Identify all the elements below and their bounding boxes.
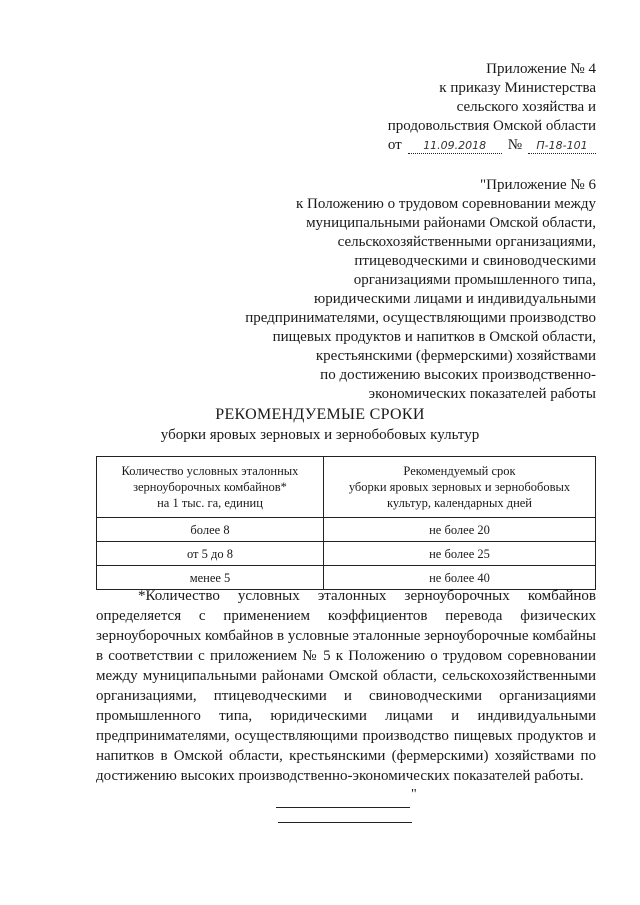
appendix-line: к Положению о трудовом соревновании между [296,196,596,212]
header-line: на 1 тыс. га, единиц [157,496,263,510]
header-line: Рекомендуемый срок [403,464,516,478]
appendix-line: юридическими лицами и индивидуальными [314,291,596,307]
order-ministry-line: сельского хозяйства и [456,99,596,115]
closing-rule [278,822,412,823]
table-cell: не более 40 [324,566,596,590]
closing-quote: " [411,787,417,802]
table-cell: от 5 до 8 [97,542,324,566]
document-subtitle: уборки яровых зерновых и зернобобовых культур [160,427,480,443]
table-row [97,518,596,542]
order-date-handwritten: 11.09.2018 [408,139,502,154]
appendix-line: крестьянскими (фермерскими) хозяйствами [315,348,596,364]
appendix-line: сельскохозяйственными организациями, [337,234,596,250]
header-line: уборки яровых зерновых и зернобобовых [348,480,571,494]
table-cell: более 8 [97,518,324,542]
order-ministry-line: продовольствия Омской области [387,118,596,134]
order-appendix-line: Приложение № 4 [486,61,596,77]
table-row [97,542,596,566]
table-header-cell [97,457,324,518]
appendix-reference-block [245,176,596,404]
order-reference-block [388,60,596,155]
appendix-line: пищевых продуктов и напитков в Омской области, [272,329,596,345]
appendix-line: экономических показателей работы [368,386,596,402]
appendix-line: по достижению высоких производственно- [320,367,596,383]
table-cell: не более 25 [324,542,596,566]
order-date-number-line [388,136,596,155]
order-ministry-line: к приказу Министерства [439,80,596,96]
appendix-line: "Приложение № 6 [480,177,596,193]
table-cell: менее 5 [97,566,324,590]
harvest-terms-table [96,456,596,590]
document-title: РЕКОМЕНДУЕМЫЕ СРОКИ [215,406,425,423]
number-label: № [507,137,522,153]
appendix-line: предпринимателями, осуществляющими производство [245,310,596,326]
table-header-cell [324,457,596,518]
header-line: зерноуборочных комбайнов* [133,480,287,494]
table-cell: не более 20 [324,518,596,542]
closing-rule [276,797,410,808]
header-line: культур, календарных дней [386,496,533,510]
footnote-paragraph: *Количество условных эталонных зерноуборочных комбайнов определяется с применением коэффициентов перевода физических зерноуборочных комбайнов в условные эталонные зерноуборочные комбайны в соответствии с приложением № 5 к Положению о трудовом соревновании между муниципальными районами Омской области, сельскохозяйственными организациями, птицеводческими и свиноводческими организациями промышленного типа, юридическими лицами и индивидуальными предпринимателями, осуществляющими производство пищевых продуктов и напитков в Омской области, крестьянскими (фермерскими) хозяйствами по достижению высоких производственно-экономических показателей работы. [96,588,596,784]
appendix-line: организациями промышленного типа, [353,272,596,288]
table-header-row [97,457,596,518]
appendix-line: птицеводческими и свиноводческими [354,253,596,269]
header-line: Количество условных эталонных [121,464,299,478]
from-label: от [387,137,402,153]
order-number-handwritten: П-18-101 [528,139,596,154]
appendix-line: муниципальными районами Омской области, [306,215,596,231]
